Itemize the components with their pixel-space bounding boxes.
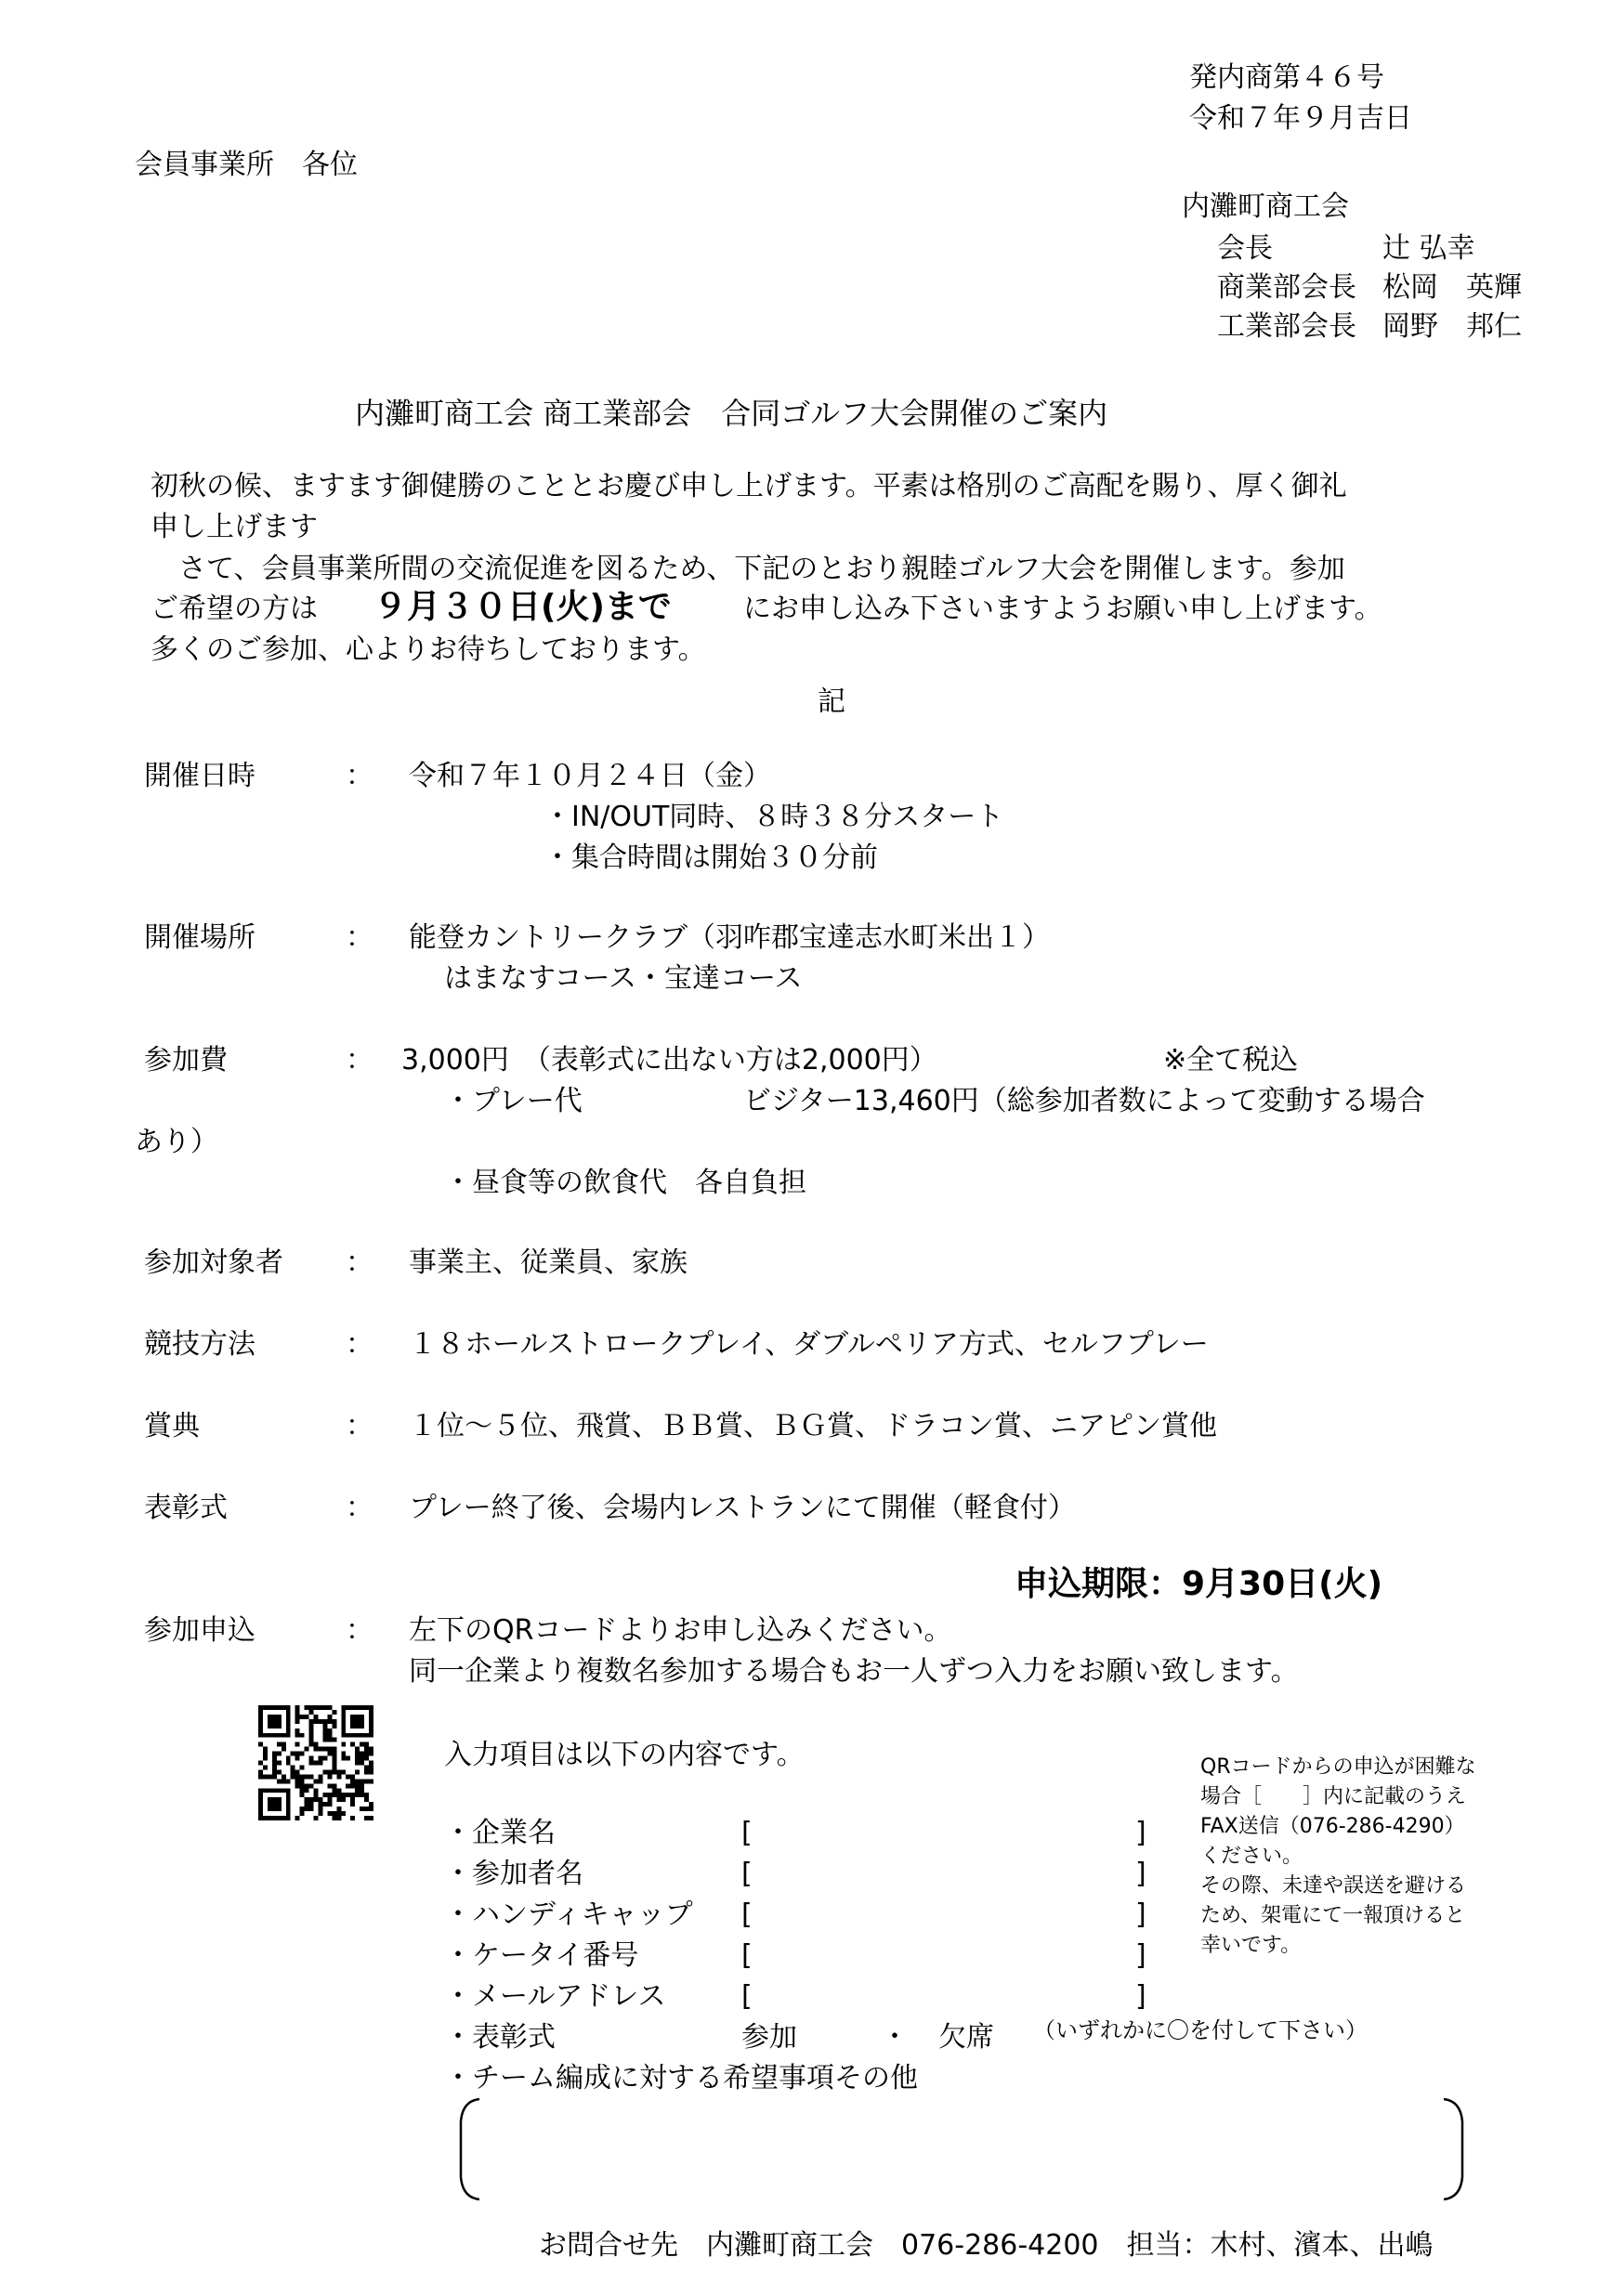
signer-title: 工業部会長 bbox=[1217, 310, 1356, 343]
ceremony-note: （いずれかに〇を付して下さい） bbox=[1033, 2017, 1368, 2043]
fee-tax-note: ※全て税込 bbox=[1163, 1044, 1299, 1076]
method-label: 競技方法 bbox=[144, 1328, 255, 1361]
venue-value: 能登カントリークラブ（羽咋郡宝達志水町米出１） bbox=[409, 921, 1050, 954]
field-bracket-open: [ bbox=[741, 1898, 753, 1931]
application-label: 参加申込 bbox=[144, 1614, 255, 1647]
fee-value: 3,000円 （表彰式に出ない方は2,000円） bbox=[401, 1044, 937, 1076]
field-bracket-open: [ bbox=[741, 1858, 753, 1890]
application-line: 同一企業より複数名参加する場合もお一人ずつ入力をお願い致します。 bbox=[409, 1655, 1299, 1688]
intro-deadline: ９月３０日(火)まで bbox=[373, 588, 672, 626]
signer-name: 辻 弘幸 bbox=[1382, 232, 1475, 265]
date-sub: ・集合時間は開始３０分前 bbox=[544, 841, 878, 874]
colon: ： bbox=[346, 1044, 373, 1076]
document-title: 内灘町商工会 商工業部会 合同ゴルフ大会開催のご案内 bbox=[355, 396, 1108, 431]
fee-label: 参加費 bbox=[144, 1044, 228, 1076]
colon: ： bbox=[346, 1410, 373, 1442]
colon: ： bbox=[346, 760, 373, 792]
field-bracket-close: ] bbox=[1135, 1939, 1146, 1972]
intro-line: にお申し込み下さいますようお願い申し上げます。 bbox=[743, 593, 1382, 625]
qr-code[interactable] bbox=[258, 1705, 373, 1820]
field-label: ・メールアドレス bbox=[444, 1980, 666, 2013]
fee-play-cont: あり） bbox=[135, 1126, 218, 1158]
field-bracket-close: ] bbox=[1135, 1898, 1146, 1931]
field-label: ・ケータイ番号 bbox=[444, 1939, 639, 1972]
ceremony-attend-option[interactable]: 参加 bbox=[741, 2021, 797, 2054]
signer-title: 商業部会長 bbox=[1217, 271, 1356, 304]
fax-note-line: FAX送信（076-286-4290） bbox=[1200, 1815, 1465, 1838]
date-label: 開催日時 bbox=[144, 760, 255, 792]
target-value: 事業主、従業員、家族 bbox=[409, 1246, 688, 1279]
application-line: 左下のQRコードよりお申し込みください。 bbox=[409, 1614, 952, 1647]
field-label: ・ハンディキャップ bbox=[444, 1898, 693, 1931]
colon: ： bbox=[346, 1614, 373, 1647]
fee-play-value: ビジター13,460円（総参加者数によって変動する場合 bbox=[743, 1085, 1425, 1117]
fax-note-line: ため、架電にて一報頂けると bbox=[1200, 1904, 1466, 1927]
fax-note-line: 幸いです。 bbox=[1200, 1934, 1302, 1957]
fee-meal: ・昼食等の飲食代 各自負担 bbox=[444, 1167, 806, 1199]
field-bracket-open: [ bbox=[741, 1980, 753, 2013]
colon: ： bbox=[346, 1246, 373, 1279]
ceremony-absent-option[interactable]: 欠席 bbox=[938, 2021, 994, 2054]
field-bracket-open: [ bbox=[741, 1817, 753, 1849]
team-request-label: ・チーム編成に対する希望事項その他 bbox=[444, 2062, 918, 2094]
contact-footer: お問合せ先 内灘町商工会 076-286-4200 担当：木村、濱本、出嶋 bbox=[539, 2229, 1434, 2262]
field-label: ・企業名 bbox=[444, 1817, 556, 1849]
deadline-banner: 申込期限：9月30日(火) bbox=[1015, 1565, 1383, 1603]
org-name: 内灘町商工会 bbox=[1182, 190, 1349, 223]
field-label: ・参加者名 bbox=[444, 1858, 583, 1890]
ceremony-field-label: ・表彰式 bbox=[444, 2021, 556, 2054]
team-request-box[interactable] bbox=[455, 2097, 1468, 2201]
signer-title: 会長 bbox=[1217, 232, 1273, 265]
recipient: 会員事業所 各位 bbox=[135, 149, 358, 181]
venue-label: 開催場所 bbox=[144, 921, 255, 954]
target-label: 参加対象者 bbox=[144, 1246, 283, 1279]
field-bracket-close: ] bbox=[1135, 1980, 1146, 2013]
method-value: １８ホールストロークプレイ、ダブルペリア方式、セルフプレー bbox=[409, 1328, 1209, 1361]
signer-name: 松岡 英輝 bbox=[1382, 271, 1522, 304]
ceremony-label: 表彰式 bbox=[144, 1492, 228, 1524]
ki-mark: 記 bbox=[818, 685, 845, 718]
fax-note-line: ください。 bbox=[1200, 1845, 1303, 1868]
field-bracket-open: [ bbox=[741, 1939, 753, 1972]
colon: ： bbox=[346, 1492, 373, 1524]
prizes-label: 賞典 bbox=[144, 1410, 200, 1442]
intro-line: 申し上げます bbox=[151, 511, 318, 543]
colon: ： bbox=[346, 921, 373, 954]
field-bracket-close: ] bbox=[1135, 1858, 1146, 1890]
prizes-value: １位～５位、飛賞、ＢＢ賞、ＢＧ賞、ドラコン賞、ニアピン賞他 bbox=[409, 1410, 1217, 1442]
intro-line: 初秋の候、ますます御健勝のこととお慶び申し上げます。平素は格別のご高配を賜り、厚く御礼 bbox=[151, 470, 1347, 502]
field-bracket-close: ] bbox=[1135, 1817, 1146, 1849]
venue-sub: はまなすコース・宝達コース bbox=[444, 962, 803, 995]
fax-note-line: 場合［ ］内に記載のうえ bbox=[1200, 1785, 1467, 1808]
intro-line: さて、会員事業所間の交流促進を図るため、下記のとおり親睦ゴルフ大会を開催します。参加 bbox=[178, 553, 1345, 585]
signer-name: 岡野 邦仁 bbox=[1382, 310, 1522, 343]
intro-line: ご希望の方は bbox=[151, 593, 318, 625]
fax-note-line: QRコードからの申込が困難な bbox=[1200, 1755, 1476, 1779]
ceremony-value: プレー終了後、会場内レストランにて開催（軽食付） bbox=[409, 1492, 1076, 1524]
fields-intro: 入力項目は以下の内容です。 bbox=[444, 1739, 805, 1771]
date-value: 令和７年１０月２４日（金） bbox=[409, 760, 771, 792]
colon: ： bbox=[346, 1328, 373, 1361]
ceremony-option-separator: ・ bbox=[881, 2021, 909, 2054]
doc-number: 発内商第４６号 bbox=[1189, 61, 1384, 94]
fax-note-line: その際、未達や誤送を避ける bbox=[1200, 1874, 1467, 1898]
intro-line: 多くのご参加、心よりお待ちしております。 bbox=[151, 633, 706, 666]
fee-play-label: ・プレー代 bbox=[444, 1085, 583, 1117]
date-sub: ・IN/OUT同時、８時３８分スタート bbox=[544, 801, 1004, 833]
doc-date: 令和７年９月吉日 bbox=[1189, 102, 1412, 135]
